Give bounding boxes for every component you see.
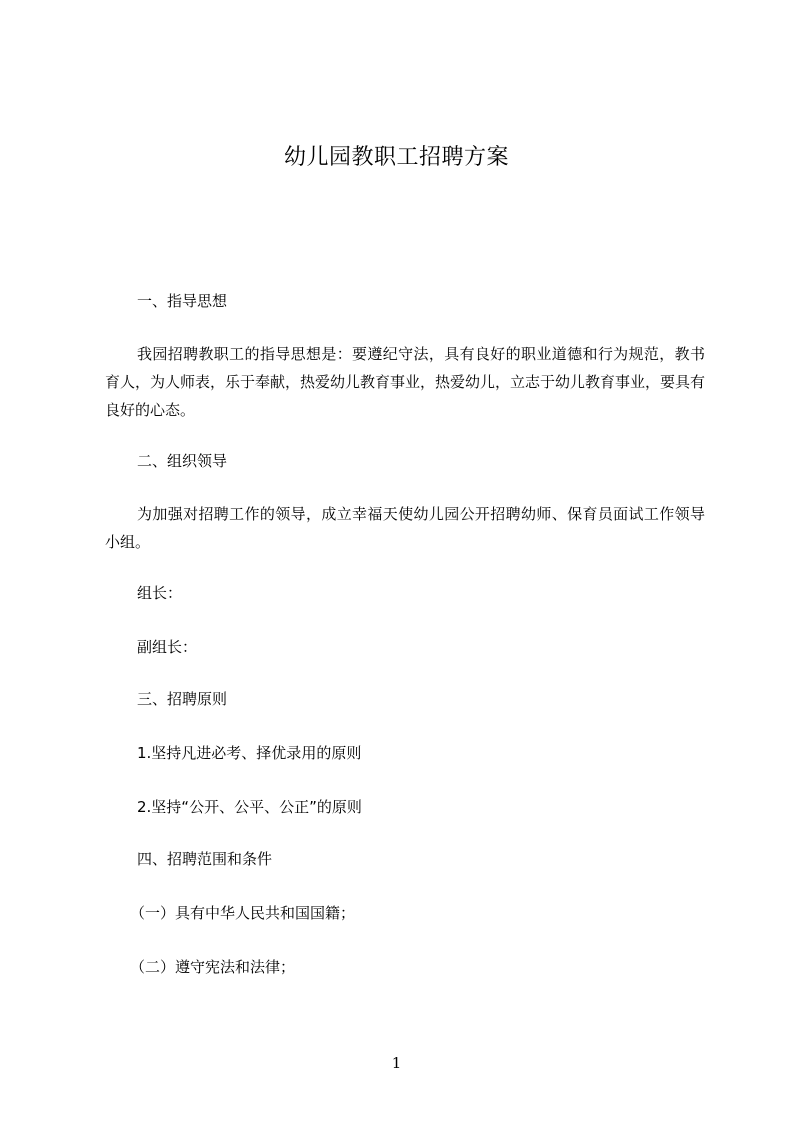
- scope-item-2: （二）遵守宪法和法律；: [130, 958, 296, 976]
- section-heading-organization: 二、组织领导: [137, 452, 228, 470]
- scope-item-1: （一）具有中华人民共和国国籍；: [130, 904, 356, 922]
- document-title: 幼儿园教职工招聘方案: [283, 145, 509, 170]
- paragraph-organization: 为加强对招聘工作的领导，成立幸福天使幼儿园公开招聘幼师、保育员面试工作领导小组。: [105, 505, 705, 551]
- principle-item-1: 1.坚持凡进必考、择优录用的原则: [137, 744, 362, 762]
- section-heading-guiding-ideology: 一、指导思想: [137, 292, 228, 310]
- page-number: 1: [391, 1054, 402, 1072]
- principle-item-2: 2.坚持“公开、公平、公正”的原则: [137, 798, 362, 816]
- paragraph-guiding-ideology: 我园招聘教职工的指导思想是：要遵纪守法，具有良好的职业道德和行为规范，教书育人，为人师表，乐于奉献，热爱幼儿教育事业，热爱幼儿，立志于幼儿教育事业，要具有良好的心态。: [105, 345, 706, 419]
- leader-line: 组长：: [137, 584, 183, 602]
- section-heading-principles: 三、招聘原则: [137, 690, 228, 708]
- vice-leader-line: 副组长：: [137, 638, 198, 656]
- section-heading-scope: 四、招聘范围和条件: [137, 850, 273, 868]
